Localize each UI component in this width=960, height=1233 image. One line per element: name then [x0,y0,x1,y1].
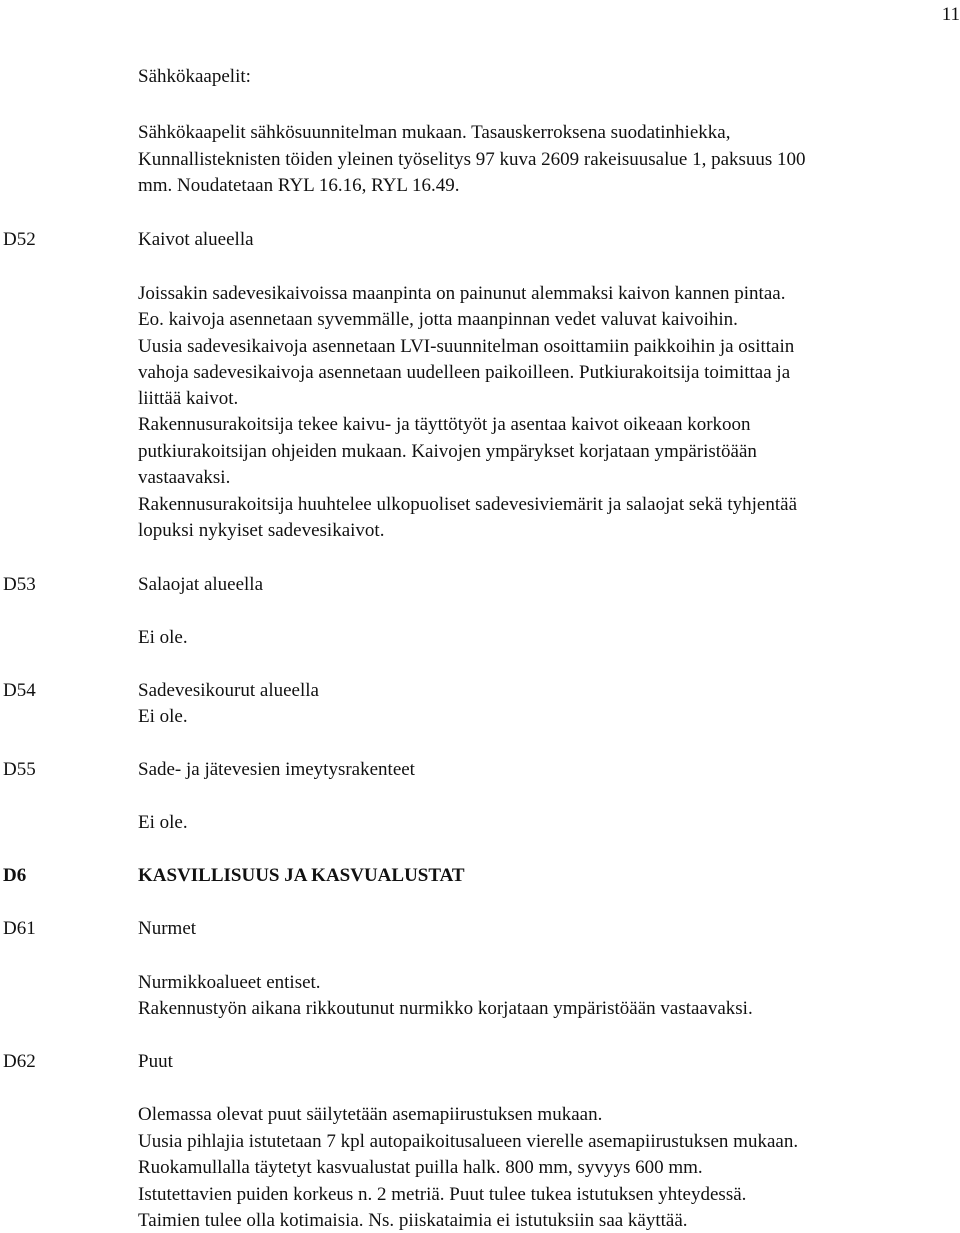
body-line: Sähkökaapelit sähkösuunnitelman mukaan. Tasauskerroksena suodatinhiekka, [138,122,731,143]
body-line: Ei ole. [138,812,188,833]
body-line: liittää kaivot. [138,388,239,409]
body-line: Ruokamullalla täytetyt kasvualustat puilla halk. 800 mm, syvyys 600 mm. [138,1157,703,1178]
body-line: Nurmikkoalueet entiset. [138,972,321,993]
body-line: Istutettavien puiden korkeus n. 2 metriä. Puut tulee tukea istutuksen yhteydessä. [138,1184,747,1205]
body-line: Olemassa olevat puut säilytetään asemapiirustuksen mukaan. [138,1104,603,1125]
body-line: Uusia pihlajia istutetaan 7 kpl autopaikoitusalueen vierelle asemapiirustuksen mukaan. [138,1131,799,1152]
section-code-d54: D54 [3,680,36,701]
section-heading-d55: Sade- ja jätevesien imeytysrakenteet [138,759,415,780]
section-heading-d61: Nurmet [138,918,197,939]
body-line: Joissakin sadevesikaivoissa maanpinta on painunut alemmaksi kaivon kannen pintaa. [138,283,786,304]
section-code-d55: D55 [3,759,36,780]
section-heading-sahkokaapelit: Sähkökaapelit: [138,66,251,87]
body-line: Kunnallisteknisten töiden yleinen työselitys 97 kuva 2609 rakeisuusalue 1, paksuus 100 [138,149,806,170]
section-code-d61: D61 [3,918,36,939]
body-line: Taimien tulee olla kotimaisia. Ns. piiskataimia ei istutuksiin saa käyttää. [138,1210,688,1231]
body-line: Uusia sadevesikaivoja asennetaan LVI-suunnitelman osoittamiin paikkoihin ja osittain [138,336,795,357]
section-code-d6: D6 [3,865,27,886]
section-heading-d6: KASVILLISUUS JA KASVUALUSTAT [138,865,465,886]
section-code-d53: D53 [3,574,36,595]
section-code-d62: D62 [3,1051,36,1072]
body-line: mm. Noudatetaan RYL 16.16, RYL 16.49. [138,175,460,196]
section-heading-d62: Puut [138,1051,173,1072]
page-number: 11 [941,4,960,25]
body-line: vastaavaksi. [138,467,231,488]
section-heading-d52: Kaivot alueella [138,229,254,250]
body-line: lopuksi nykyiset sadevesikaivot. [138,520,385,541]
body-line: Rakennustyön aikana rikkoutunut nurmikko korjataan ympäristöään vastaavaksi. [138,998,753,1019]
body-line: putkiurakoitsijan ohjeiden mukaan. Kaivojen ympärykset korjataan ympäristöään [138,441,757,462]
body-line: Eo. kaivoja asennetaan syvemmälle, jotta maanpinnan vedet valuvat kaivoihin. [138,309,738,330]
body-line: Ei ole. [138,627,188,648]
body-line: Ei ole. [138,706,188,727]
section-heading-d54: Sadevesikourut alueella [138,680,319,701]
body-line: Rakennusurakoitsija tekee kaivu- ja täyttötyöt ja asentaa kaivot oikeaan korkoon [138,414,751,435]
section-code-d52: D52 [3,229,36,250]
section-heading-d53: Salaojat alueella [138,574,264,595]
body-line: Rakennusurakoitsija huuhtelee ulkopuoliset sadevesiviemärit ja salaojat sekä tyhjentää [138,494,797,515]
body-line: vahoja sadevesikaivoja asennetaan uudelleen paikoilleen. Putkiurakoitsija toimittaa ja [138,362,791,383]
